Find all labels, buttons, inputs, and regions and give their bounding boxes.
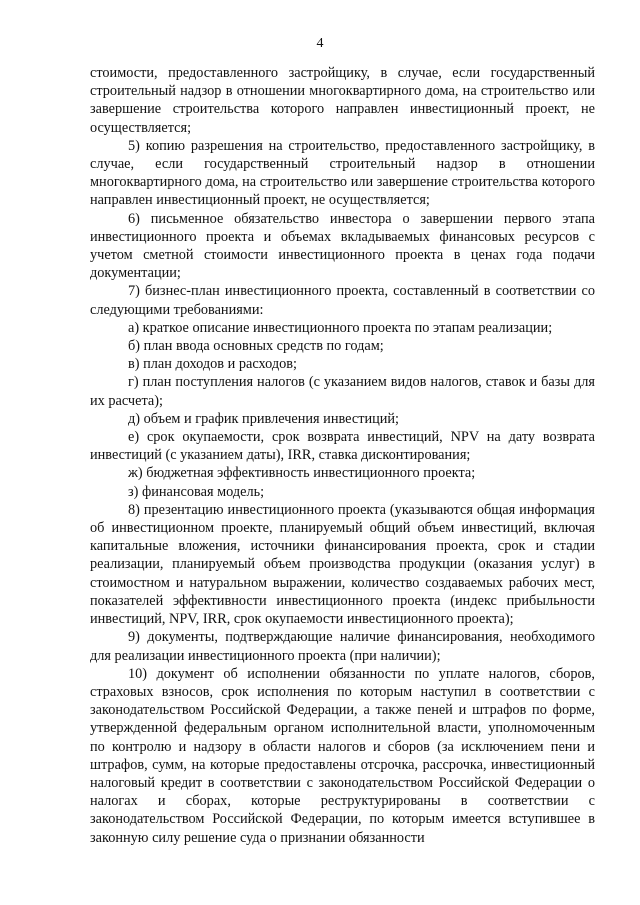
paragraph-item-9: 9) документы, подтверждающие наличие финансирования, необходимого для реализации инвестиционного проекта (при наличии); [90,629,595,664]
paragraph-item-6: 6) письменное обязательство инвестора о завершении первого этапа инвестиционного проекта и объемах вкладываемых финансовых ресурсов с учетом сметной стоимости инвестиционного проекта в ценах года подачи документации; [90,210,595,282]
paragraph-subitem-a: а) краткое описание инвестиционного проекта по этапам реализации; [128,319,553,336]
paragraph-subitem-z: з) финансовая модель; [128,483,265,500]
paragraph-subitem-d: д) объем и график привлечения инвестиций; [128,410,400,427]
paragraph-subitem-b: б) план ввода основных средств по годам; [128,338,384,355]
paragraph-item-10: 10) документ об исполнении обязанности по уплате налогов, сборов, страховых взносов, срок исполнения по которым наступил в соответствии с законодательством Российской Федерации, а также пеней и штрафов по форме, утвержденной федеральным органом исполнительной власти, уполномоченным по контролю и надзору в области налогов и сборов (за исключением пени и штрафов, сумм, на которые предоставлены отсрочка, рассрочка, инвестиционный налоговый кредит в соответствии с законодательством Российской Федерации о налогах и сборах, которые реструктурированы в соответствии с законодательством Российской Федерации, по которым имеется вступившее в законную силу решение суда о признании обязанности [90,665,595,846]
paragraph-subitem-zh: ж) бюджетная эффективность инвестиционного проекта; [128,465,476,482]
paragraph-item-5: 5) копию разрешения на строительство, предоставленного застройщику, в случае, если государственный строительный надзор в отношении многоквартирного дома, на строительство или завершение строительства которого направлен инвестиционный проект, не осуществляется; [90,137,595,209]
paragraph-subitem-v: в) план доходов и расходов; [128,356,297,373]
page-body [90,64,595,847]
paragraph-continuation: стоимости, предоставленного застройщику, в случае, если государственный строительный надзор в отношении многоквартирного дома, на строительство или завершение строительства которого направлен инвестиционный проект, не осуществляется; [90,65,595,136]
paragraph-subitem-e: е) срок окупаемости, срок возврата инвестиций, NPV на дату возврата инвестиций (с указанием даты), IRR, ставка дисконтирования; [90,429,595,464]
page-number: 4 [316,36,324,51]
paragraph-item-7: 7) бизнес-план инвестиционного проекта, составленный в соответствии со следующими требованиями: [90,283,595,318]
paragraph-item-8: 8) презентацию инвестиционного проекта (указываются общая информация об инвестиционном проекте, планируемый общий объем инвестиций, включая капитальные вложения, источники финансирования проекта, срок и стадии реализации, планируемый объем производства продукции (оказания услуг) в стоимостном и натуральном выражении, количество создаваемых рабочих мест, показателей эффективности инвестиционного проекта (индекс прибыльности инвестиций, NPV, IRR, срок окупаемости инвестиционного проекта); [90,501,595,628]
paragraph-subitem-g: г) план поступления налогов (с указанием видов налогов, ставок и базы для их расчета); [90,374,595,409]
